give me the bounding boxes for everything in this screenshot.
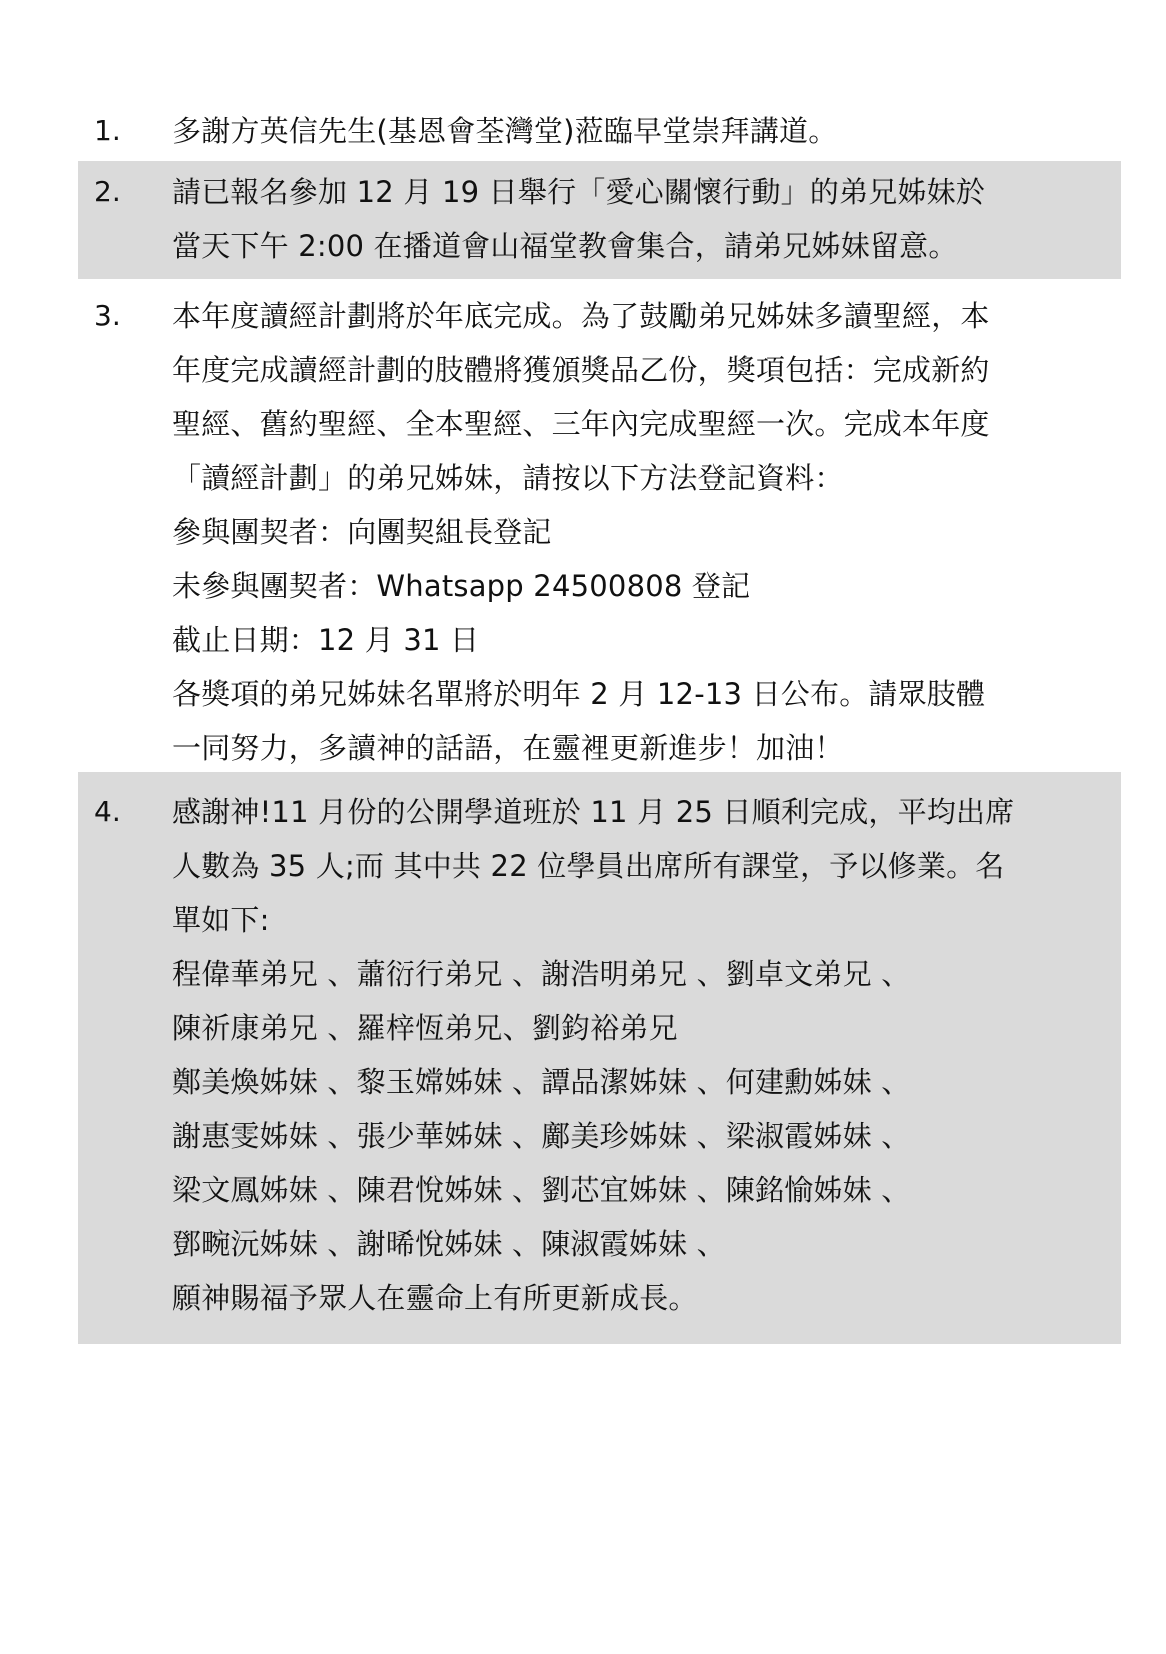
text-line: 單如下:	[172, 903, 270, 937]
text-line: 請已報名參加 12 月 19 日舉行「愛心關懷行動」的弟兄姊妹於	[172, 175, 986, 209]
text-line: 本年度讀經計劃將於年底完成。為了鼓勵弟兄姊妹多讀聖經，本	[172, 299, 990, 333]
item-text	[172, 289, 1111, 775]
text-line: 年度完成讀經計劃的肢體將獲頒獎品乙份，獎項包括：完成新約	[172, 353, 990, 387]
text-line: 「讀經計劃」的弟兄姊妹，請按以下方法登記資料：	[172, 461, 844, 495]
text-line: 各獎項的弟兄姊妹名單將於明年 2 月 12-13 日公布。請眾肢體	[172, 677, 986, 711]
registration-whatsapp-line: 未參與團契者：Whatsapp 24500808 登記	[172, 569, 751, 603]
item-text	[172, 165, 1111, 273]
item-number: 2.	[94, 175, 121, 208]
graduate-names-line: 程偉華弟兄 、蕭衍行弟兄 、謝浩明弟兄 、劉卓文弟兄 、	[172, 957, 911, 991]
announcement-item-1	[78, 104, 1121, 160]
graduate-names-line: 鄭美煥姊妹 、黎玉嫦姊妹 、譚品潔姊妹 、何建勳姊妹 、	[172, 1065, 911, 1099]
graduate-names-line: 陳祈康弟兄 、羅梓恆弟兄、劉鈞裕弟兄	[172, 1011, 678, 1045]
graduate-names-line: 梁文鳳姊妹 、陳君悅姊妹 、劉芯宜姊妹 、陳銘愉姊妹 、	[172, 1173, 911, 1207]
text-line: 當天下午 2:00 在播道會山福堂教會集合，請弟兄姊妹留意。	[172, 229, 958, 263]
text-line: 一同努力，多讀神的話語，在靈裡更新進步！加油！	[172, 731, 844, 765]
announcement-item-3	[78, 284, 1121, 764]
registration-fellowship-line: 參與團契者：向團契組長登記	[172, 515, 552, 549]
item-text	[172, 785, 1111, 1325]
deadline-line: 截止日期：12 月 31 日	[172, 623, 480, 657]
text-line: 多謝方英信先生(基恩會荃灣堂)蒞臨早堂崇拜講道。	[172, 114, 838, 148]
item-number: 3.	[94, 299, 121, 332]
announcement-item-4	[78, 772, 1121, 1344]
blessing-line: 願神賜福予眾人在靈命上有所更新成長。	[172, 1281, 698, 1315]
item-text	[172, 104, 1111, 158]
text-line: 聖經、舊約聖經、全本聖經、三年內完成聖經一次。完成本年度	[172, 407, 990, 441]
graduate-names-line: 謝惠雯姊妹 、張少華姊妹 、鄺美珍姊妹 、梁淑霞姊妹 、	[172, 1119, 911, 1153]
item-number: 4.	[94, 795, 121, 828]
text-line: 感謝神!11 月份的公開學道班於 11 月 25 日順利完成，平均出席	[172, 795, 1015, 829]
item-number: 1.	[94, 114, 121, 147]
text-line: 人數為 35 人;而 其中共 22 位學員出席所有課堂，予以修業。名	[172, 849, 1005, 883]
announcement-item-2	[78, 161, 1121, 279]
graduate-names-line: 鄧畹沅姊妹 、謝晞悅姊妹 、陳淑霞姊妹 、	[172, 1227, 726, 1261]
